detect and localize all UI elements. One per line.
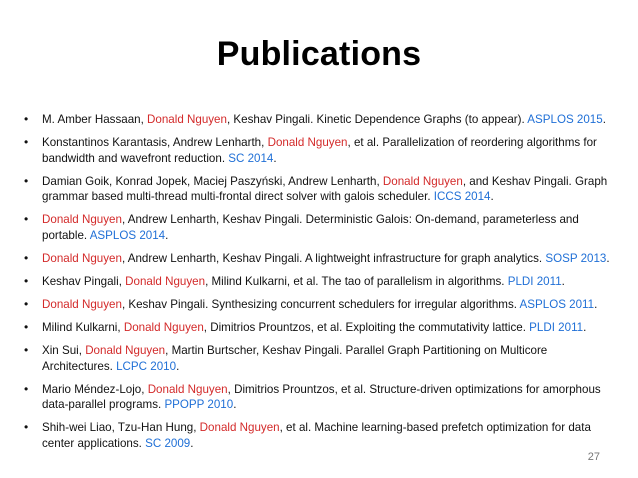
publication-venue: ASPLOS 2011: [519, 298, 595, 312]
publication-end: .: [176, 359, 180, 373]
publication-item: [22, 112, 618, 128]
publication-end: .: [490, 190, 494, 204]
highlighted-author: Donald Nguyen: [382, 174, 463, 188]
slide-title: Publications: [216, 35, 422, 73]
publication-item: [22, 320, 618, 336]
publication-venue: SC 2014: [228, 151, 274, 165]
page-number: 27: [587, 451, 600, 463]
publication-item: [22, 382, 618, 413]
publication-text: , Dimitrios Prountzos, et al. Structure-driven optimizations for amorphous data-parallel programs.: [42, 382, 601, 412]
publication-text: , Andrew Lenharth, Keshav Pingali. Deterministic Galois: On-demand, parameterless and portable.: [42, 213, 579, 242]
publication-authors-before: Shih-wei Liao, Tzu-Han Hung,: [42, 421, 200, 435]
highlighted-author: Donald Nguyen: [267, 136, 348, 150]
highlighted-author: Donald Nguyen: [85, 344, 166, 358]
publication-venue: PPOPP 2010: [164, 398, 234, 412]
highlighted-author: Donald Nguyen: [42, 298, 122, 312]
publication-authors-before: Damian Goik, Konrad Jopek, Maciej Paszyński, Andrew Lenharth,: [42, 174, 383, 188]
highlighted-author: Donald Nguyen: [42, 213, 122, 227]
publication-text: , Milind Kulkarni, et al. The tao of parallelism in algorithms.: [205, 274, 508, 288]
publication-list: [22, 112, 618, 459]
publication-text: , and Keshav Pingali. Graph grammar based multi-thread multi-frontal direct solver with galois scheduler.: [42, 174, 608, 204]
publication-item: [22, 174, 618, 205]
publication-text: , et al. Parallelization of reordering algorithms for bandwidth and wavefront reduction.: [42, 136, 597, 165]
publication-end: .: [190, 436, 194, 450]
publication-authors-before: Milind Kulkarni,: [42, 321, 124, 335]
publication-text: , Martin Burtscher, Keshav Pingali. Parallel Graph Partitioning on Multicore Architectures.: [42, 344, 548, 373]
publication-item: [22, 135, 618, 166]
highlighted-author: Donald Nguyen: [125, 274, 206, 288]
publication-text: , et al. Machine learning-based prefetch optimization for data center applications.: [42, 421, 591, 450]
publication-item: [22, 420, 618, 451]
publication-item: [22, 343, 618, 374]
publication-venue: LCPC 2010: [116, 359, 177, 373]
publication-end: .: [594, 298, 598, 312]
highlighted-author: Donald Nguyen: [147, 113, 227, 126]
publication-venue: ASPLOS 2014: [89, 228, 166, 242]
publication-authors-before: Xin Sui,: [42, 344, 86, 358]
publication-end: .: [602, 113, 606, 126]
highlighted-author: Donald Nguyen: [147, 382, 228, 396]
publication-venue: ASPLOS 2015: [527, 113, 603, 126]
publication-end: .: [606, 251, 610, 265]
publication-item: [22, 297, 618, 313]
publication-text: , Keshav Pingali. Synthesizing concurrent schedulers for irregular algorithms.: [121, 298, 520, 312]
publication-item: [22, 274, 618, 290]
publication-authors-before: Konstantinos Karantasis, Andrew Lenharth,: [42, 136, 268, 150]
publication-authors-before: Keshav Pingali,: [42, 274, 126, 288]
publication-venue: PLDI 2011: [529, 321, 584, 335]
publication-end: .: [583, 321, 587, 335]
publication-end: .: [561, 274, 565, 288]
publication-text: , Andrew Lenharth, Keshav Pingali. A lightweight infrastructure for graph analytics.: [121, 251, 546, 265]
publication-venue: SC 2009: [145, 436, 191, 450]
publication-text: , Keshav Pingali. Kinetic Dependence Graphs (to appear).: [226, 113, 528, 126]
highlighted-author: Donald Nguyen: [42, 251, 122, 265]
publication-end: .: [273, 151, 277, 165]
publication-venue: SOSP 2013: [545, 251, 607, 265]
publication-item: [22, 212, 618, 243]
publication-venue: PLDI 2011: [507, 274, 562, 288]
highlighted-author: Donald Nguyen: [199, 421, 280, 435]
publication-text: , Dimitrios Prountzos, et al. Exploiting the commutativity lattice.: [203, 321, 530, 335]
publication-end: .: [233, 398, 237, 412]
publication-authors-before: M. Amber Hassaan,: [42, 113, 148, 126]
publication-venue: ICCS 2014: [433, 190, 491, 204]
publication-authors-before: Mario Méndez-Lojo,: [42, 382, 148, 396]
publication-item: [22, 251, 618, 267]
publication-end: .: [165, 228, 169, 242]
highlighted-author: Donald Nguyen: [123, 321, 204, 335]
